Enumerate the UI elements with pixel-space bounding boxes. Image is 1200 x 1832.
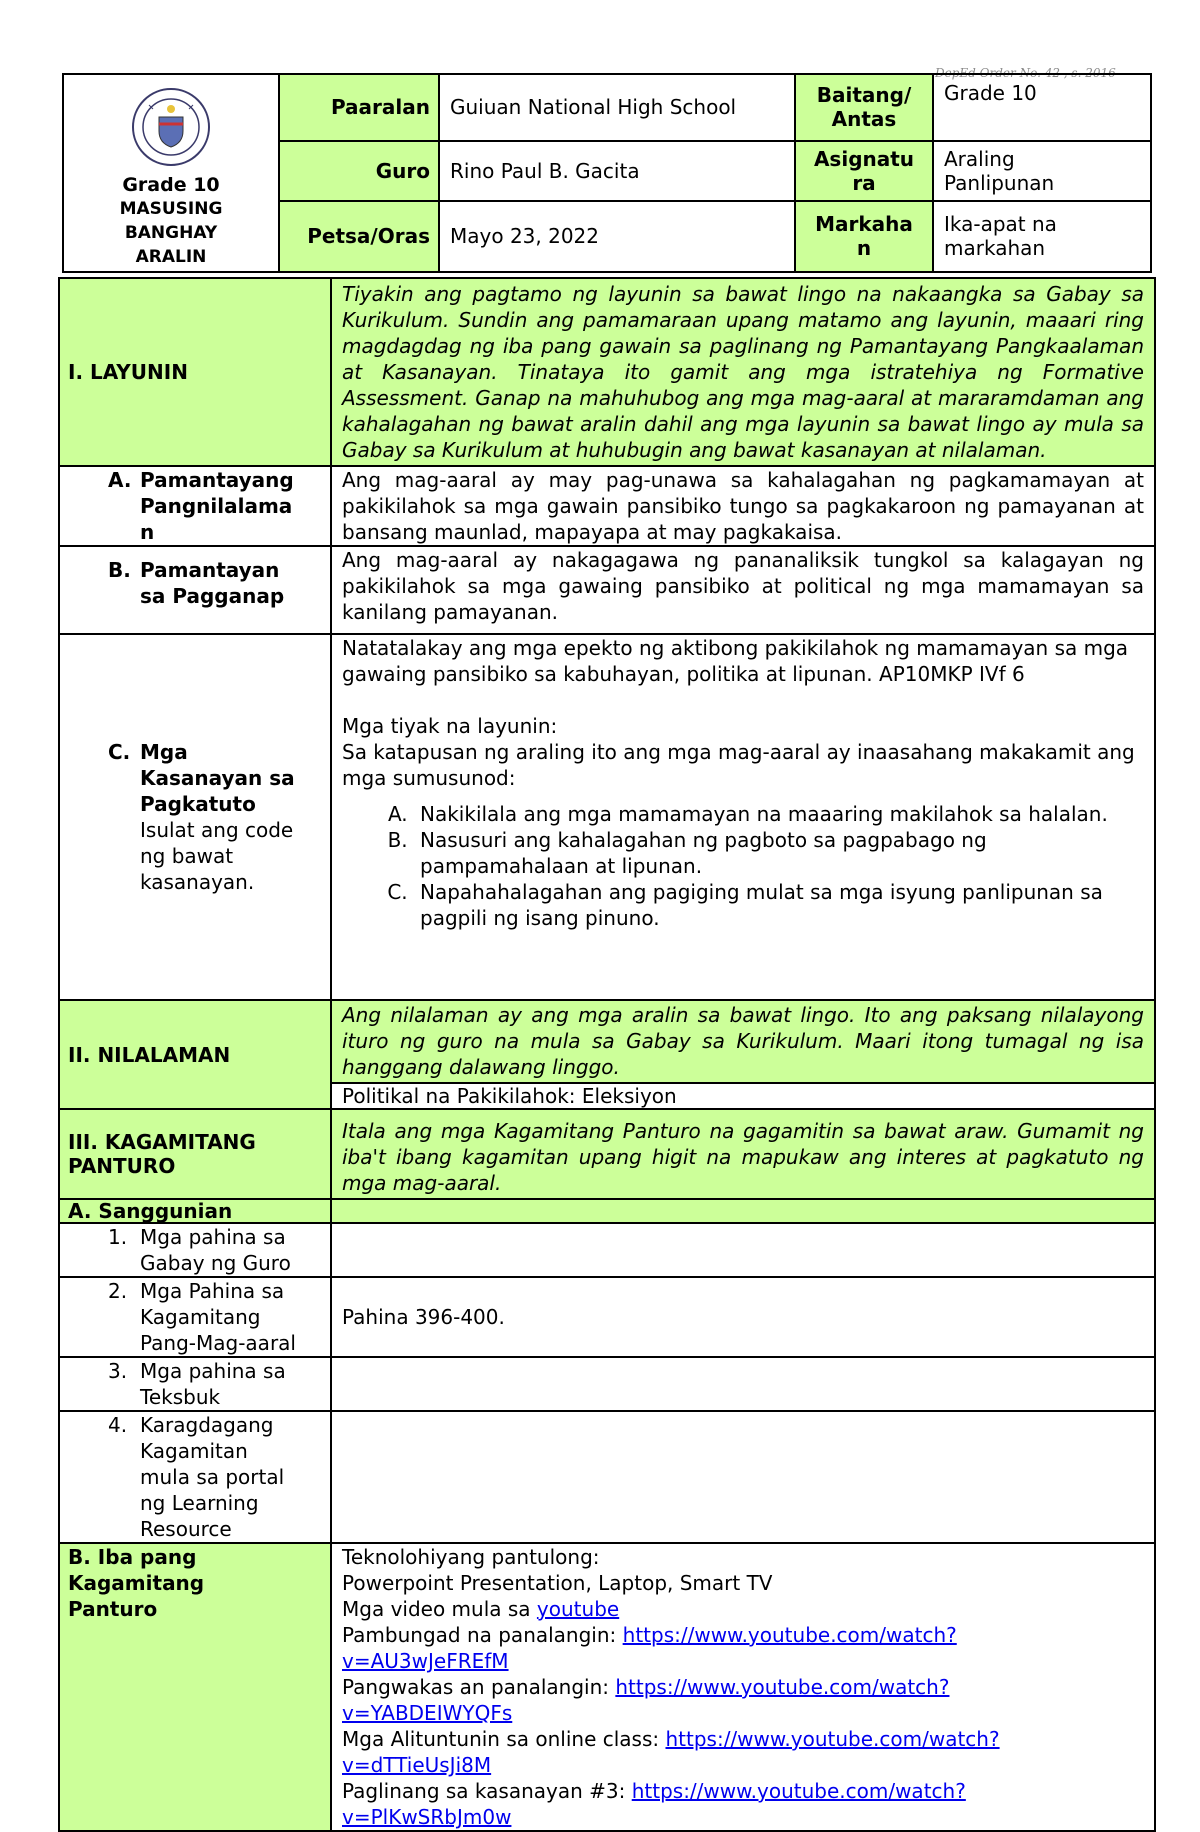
- kagamitan-header-row: [59, 1109, 1155, 1199]
- reference-value: [331, 1357, 1155, 1411]
- sanggunian-label: A. Sanggunian: [59, 1199, 331, 1223]
- video-link-label: Pangwakas an panalangin:: [342, 1675, 616, 1699]
- plan-title-line: ARALIN: [135, 247, 207, 267]
- objectives-heading: Mga tiyak na layunin:: [342, 714, 558, 738]
- baitang-label-line: Baitang/: [816, 83, 912, 108]
- reference-label-line: Teksbuk: [140, 1385, 221, 1409]
- video-label: Mga video mula sa: [342, 1597, 537, 1621]
- row-label-line: Pangnilalama: [140, 494, 293, 518]
- asignatura-value-line: Panlipunan: [944, 170, 1055, 195]
- paaralan-value: Guiuan National High School: [439, 74, 795, 141]
- asignatura-value: [933, 141, 1151, 201]
- reference-number: 1.: [108, 1225, 128, 1249]
- header-table: [62, 73, 1152, 273]
- section-title: II. NILALAMAN: [59, 1000, 331, 1109]
- pamantayan-sa-pagganap-row: [59, 546, 1155, 634]
- reference-row: [59, 1277, 1155, 1357]
- baitang-label: [795, 74, 933, 141]
- paaralan-label: Paaralan: [279, 74, 439, 141]
- reference-label-line: Pang-Mag-aaral: [140, 1331, 296, 1355]
- reference-label-line: Mga Pahina sa: [140, 1279, 285, 1303]
- markahan-label: [795, 201, 933, 272]
- petsa-label: Petsa/Oras: [279, 201, 439, 272]
- video-url[interactable]: v=dTTieUsJi8M: [342, 1753, 492, 1777]
- markahan-value-line: Ika-apat na: [944, 212, 1057, 237]
- reference-label-line: Mga pahina sa: [140, 1225, 286, 1249]
- iba-pang-kagamitan-label: [59, 1543, 331, 1831]
- row-label-line: n: [140, 520, 155, 544]
- logo-cell: [63, 74, 279, 272]
- section-title: [59, 1109, 331, 1199]
- section-note: Tiyakin ang pagtamo ng layunin sa bawat lingo na nakaangka sa Gabay sa Kurikulum. Sundin ang pamamaraan upang matamo ang layunin, maaari ring magdagdag ng iba pang gawain sa paglinang ng Pamantayang Pangkaalaman at Kasanayan. Tinataya ito gamit ang mga istratehiya ng Formative Assessment. Ganap na mahuhubog ang mga mag-aaral at mararamdaman ang kahalagahan ng bawat aralin dahil ang mga layunin sa bawat lingo ay mula sa Gabay sa Kurikulum at huhubugin ang bawat kasanayan at nilalaman.: [331, 278, 1155, 466]
- row-label: [59, 546, 331, 634]
- row-sublabel-line: kasanayan.: [140, 870, 255, 894]
- video-link-label: Mga Alituntunin sa online class:: [342, 1727, 666, 1751]
- layunin-header-row: [59, 278, 1155, 466]
- video-line: [342, 1596, 1144, 1622]
- video-url[interactable]: https://www.youtube.com/watch?: [615, 1675, 950, 1699]
- plan-title-line: BANGHAY: [124, 223, 218, 243]
- sanggunian-row: [59, 1199, 1155, 1223]
- row-label-line: Pamantayang: [140, 468, 294, 492]
- markahan-label-line: Markaha: [815, 212, 913, 237]
- row-label: [59, 634, 331, 1000]
- reference-label-line: Resource: [140, 1517, 232, 1541]
- row-letter: C.: [108, 740, 131, 764]
- reference-label: [59, 1223, 331, 1277]
- label-line: Panturo: [68, 1597, 158, 1621]
- baitang-value: Grade 10: [933, 74, 1151, 141]
- tekno-value: Powerpoint Presentation, Laptop, Smart TV: [342, 1571, 773, 1595]
- objectives-list: [342, 801, 1144, 931]
- reference-value: [331, 1411, 1155, 1543]
- video-url[interactable]: https://www.youtube.com/watch?: [622, 1623, 957, 1647]
- reference-row: [59, 1223, 1155, 1277]
- youtube-link[interactable]: youtube: [536, 1597, 620, 1621]
- guro-value: Rino Paul B. Gacita: [439, 141, 795, 201]
- competency-text: Natatalakay ang mga epekto ng aktibong pakikilahok ng mamamayan sa mga gawaing pansibiko sa kabuhayan, politika at lipunan. AP10MKP IVf 6: [342, 636, 1129, 686]
- asignatura-label-line: Asignatu: [813, 146, 915, 171]
- deped-seal-icon: [131, 87, 211, 167]
- iba-pang-kagamitan-value: [331, 1543, 1155, 1831]
- section-note: Ang nilalaman ay ang mga aralin sa bawat lingo. Ito ang paksang nilalayong ituro ng guro na mula sa Gabay sa Kurikulum. Maari itong tumagal ng isa hanggang dalawang linggo.: [331, 1000, 1155, 1083]
- reference-label-line: Gabay ng Guro: [140, 1251, 291, 1275]
- video-url[interactable]: v=AU3wJeFREfM: [342, 1649, 509, 1673]
- markahan-label-line: n: [856, 236, 872, 261]
- row-value: Ang mag-aaral ay nakagagawa ng pananaliksik tungkol sa kalagayan ng pakikilahok sa mga gawaing pansibiko at political ng mga mamamayan sa kanilang pamayanan.: [331, 546, 1155, 634]
- reference-number: 4.: [108, 1413, 128, 1437]
- markahan-value: [933, 201, 1151, 272]
- reference-label-line: Kagamitan: [140, 1439, 248, 1463]
- row-label-line: Pagkatuto: [140, 792, 256, 816]
- nilalaman-value: Politikal na Pakikilahok: Eleksiyon: [331, 1083, 1155, 1109]
- section-title-line: III. KAGAMITANG: [68, 1130, 256, 1154]
- reference-number: 2.: [108, 1279, 128, 1303]
- row-sublabel-line: Isulat ang code: [140, 818, 294, 842]
- reference-label-line: Karagdagang: [140, 1413, 274, 1437]
- reference-number: 3.: [108, 1359, 128, 1383]
- plan-title-line: MASUSING: [119, 199, 223, 219]
- tekno-label: Teknolohiyang pantulong:: [342, 1545, 600, 1569]
- video-url[interactable]: v=YABDEIWYQFs: [342, 1701, 513, 1725]
- objective-item: A. Nakikilala ang mga mamamayan na maaaring makilahok sa halalan.: [414, 801, 1144, 827]
- petsa-value: Mayo 23, 2022: [439, 201, 795, 272]
- row-value: [331, 634, 1155, 1000]
- asignatura-value-line: Araling: [944, 146, 1015, 171]
- mga-kasanayan-row: [59, 634, 1155, 1000]
- video-url[interactable]: https://www.youtube.com/watch?: [631, 1779, 966, 1803]
- video-link-entry: [342, 1622, 1144, 1674]
- deped-order-reference: DepEd Order No. 42 , s. 2016: [935, 66, 1116, 80]
- baitang-label-line: Antas: [831, 107, 897, 132]
- row-value: Ang mag-aaral ay may pag-unawa sa kahalagahan ng pagkamamayan at pakikilahok sa mga gawain pansibiko tungo sa pagkakaroon ng pamayanan at bansang maunlad, mapayapa at may pagkakaisa.: [331, 466, 1155, 546]
- sanggunian-value: [331, 1199, 1155, 1223]
- section-note: Itala ang mga Kagamitang Panturo na gagamitin sa bawat araw. Gumamit ng iba't ibang kagamitan upang higit na mapukaw ang interes at pagkatuto ng mga mag-aaral.: [331, 1109, 1155, 1199]
- objective-item: B. Nasusuri ang kahalagahan ng pagboto sa pagpabago ng pampamahalaan at lipunan.: [414, 827, 1144, 879]
- video-link-label: Pambungad na panalangin:: [342, 1623, 623, 1647]
- reference-value: [331, 1223, 1155, 1277]
- reference-label: [59, 1277, 331, 1357]
- reference-row: [59, 1357, 1155, 1411]
- asignatura-label: [795, 141, 933, 201]
- row-label-line: Kasanayan sa: [140, 766, 295, 790]
- reference-label: [59, 1357, 331, 1411]
- row-label: [59, 466, 331, 546]
- video-url[interactable]: v=PlKwSRbJm0w: [342, 1805, 512, 1829]
- nilalaman-header-row: [59, 1000, 1155, 1083]
- reference-label-line: mula sa portal: [140, 1465, 285, 1489]
- row-sublabel-line: ng bawat: [140, 844, 234, 868]
- reference-label-line: Kagamitang: [140, 1305, 261, 1329]
- markahan-value-line: markahan: [944, 236, 1046, 261]
- iba-pang-kagamitan-row: [59, 1543, 1155, 1831]
- grade-title: Grade 10: [122, 174, 220, 196]
- label-line: Kagamitang: [68, 1571, 205, 1595]
- video-link-entry: [342, 1674, 1144, 1726]
- reference-label-line: Mga pahina sa: [140, 1359, 286, 1383]
- row-label-line: Pamantayan: [140, 558, 280, 582]
- video-url[interactable]: https://www.youtube.com/watch?: [665, 1727, 1000, 1751]
- objective-item: C. Napahahalagahan ang pagiging mulat sa mga isyung panlipunan sa pagpili ng isang pinuno.: [414, 879, 1144, 931]
- reference-value: Pahina 396-400.: [331, 1277, 1155, 1357]
- asignatura-label-line: ra: [852, 170, 876, 195]
- lesson-plan-table: [58, 277, 1156, 1832]
- video-link-entry: [342, 1778, 1144, 1830]
- row-letter: B.: [108, 558, 131, 582]
- guro-label: Guro: [279, 141, 439, 201]
- objectives-intro: Sa katapusan ng araling ito ang mga mag-aaral ay inaasahang makakamit ang mga sumusunod:: [342, 740, 1135, 790]
- row-label-line: sa Pagganap: [140, 584, 285, 608]
- label-line: B. Iba pang: [68, 1545, 197, 1569]
- video-link-entry: [342, 1726, 1144, 1778]
- section-title: I. LAYUNIN: [59, 278, 331, 466]
- reference-label-line: ng Learning: [140, 1491, 259, 1515]
- row-letter: A.: [108, 468, 132, 492]
- row-label-line: Mga: [140, 740, 188, 764]
- reference-row: [59, 1411, 1155, 1543]
- section-title-line: PANTURO: [68, 1154, 176, 1178]
- video-link-label: Paglinang sa kasanayan #3:: [342, 1779, 632, 1803]
- pamantayang-pangnilalaman-row: [59, 466, 1155, 546]
- reference-label: [59, 1411, 331, 1543]
